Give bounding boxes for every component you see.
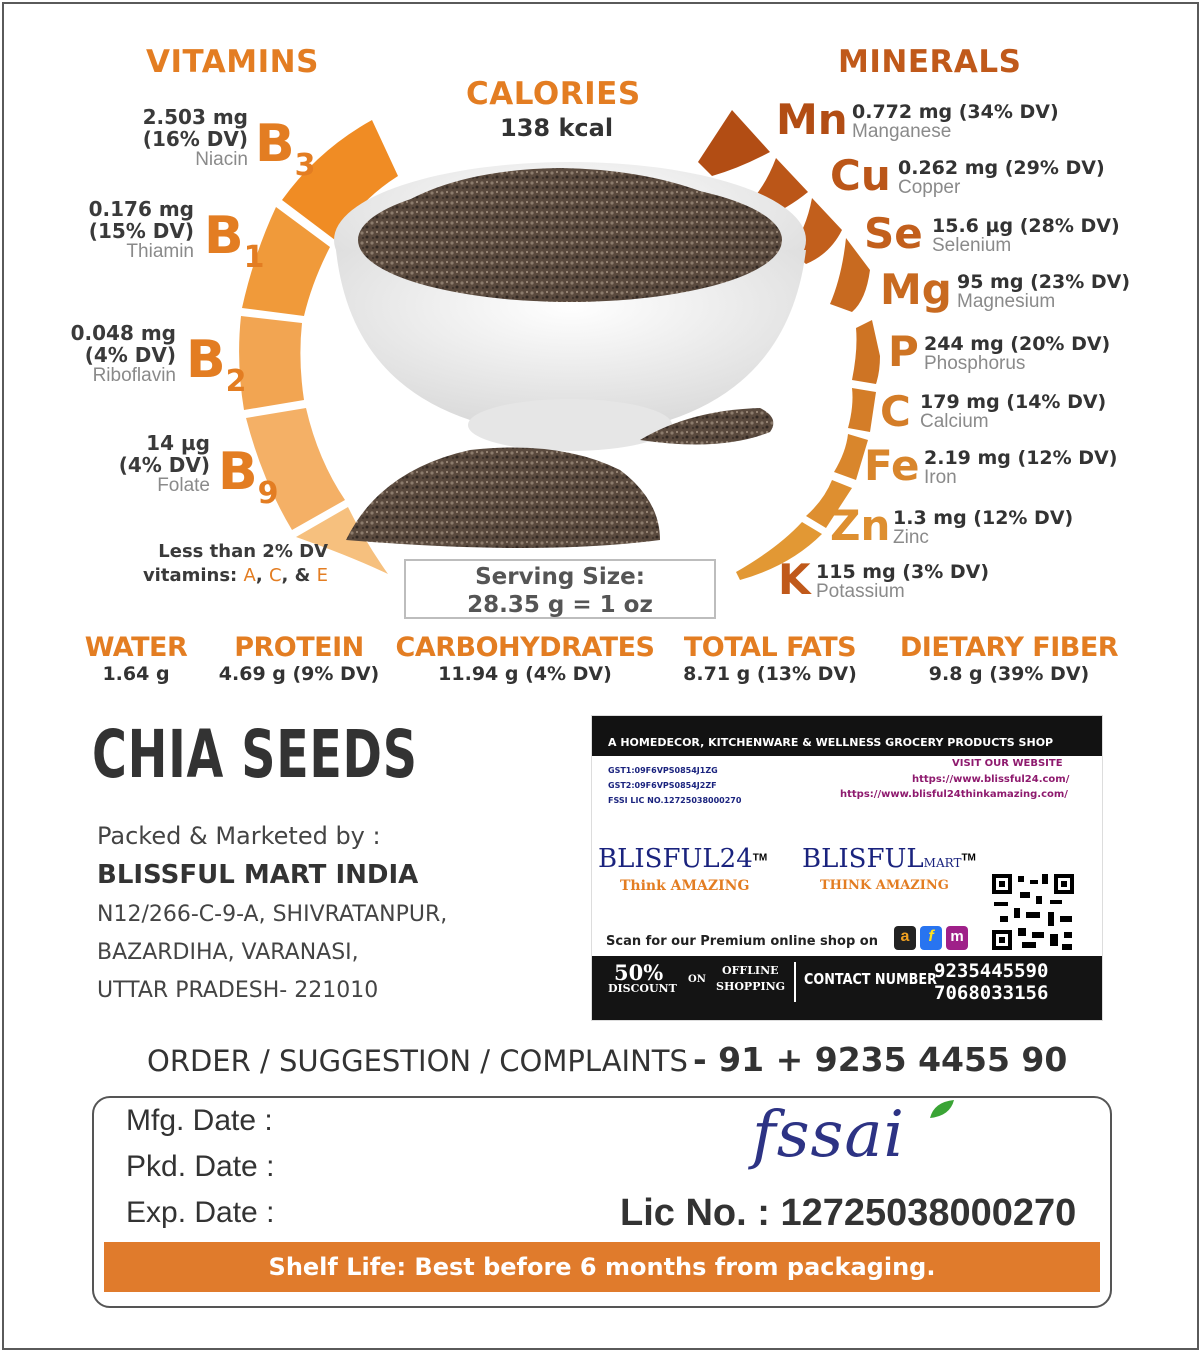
vitamin-name: Niacin [195,149,248,170]
contact-label: CONTACT NUMBER [804,970,937,988]
mineral-value: 1.3 mg (12% DV) [893,507,1074,529]
mineral-symbol-mg: Mg [880,265,952,314]
mineral-name: Iron [924,467,957,488]
mineral-symbol-se: Se [864,209,923,258]
mineral-c [920,392,1106,432]
chia-bowl-image [334,162,806,548]
arc-segment-p [852,320,880,384]
vitamin-b3 [100,106,248,169]
mineral-zn [893,508,1073,548]
offline-text: OFFLINE [722,964,779,977]
address-line1: N12/266-C-9-A, SHIVRATANPUR, [97,902,448,927]
vitamin-symbol-b2: $B_2$ [186,330,247,399]
discount-word: DISCOUNT [608,982,677,995]
vitamin-symbol-b3: $B_3$ [255,114,316,183]
brand-suffix: MART [923,856,962,870]
mineral-k [816,562,989,602]
mineral-name: Magnesium [957,291,1056,312]
vitamin-symbol-b1: $B_1$ [204,206,265,275]
address-line2: BAZARDIHA, VARANASI, [97,940,359,965]
shopping-text: SHOPPING [716,980,786,993]
vitamin-a: A [243,565,256,586]
vitamin-name: Folate [157,475,210,496]
vitamin-name: Thiamin [126,241,194,262]
note-sep: , & [281,565,317,586]
note-prefix: vitamins: [142,565,244,586]
mineral-symbol-mn: Mn [776,95,848,144]
order-label: ORDER / SUGGESTION / COMPLAINTS [147,1044,688,1078]
vitamin-c: C [268,565,282,586]
brand-name: BLISFUL24 [598,844,753,874]
macro-value: 11.94 g (4% DV) [438,663,612,685]
vitamin-amount: 0.176 mg [88,197,194,221]
website-link-2[interactable]: https://www.blisful24thinkamazing.com/ [840,789,1068,800]
mineral-symbol-cu: Cu [830,151,891,200]
arc-segment-fe [834,434,868,480]
macro-label: WATER [84,632,188,663]
card-banner-text: A HOMEDECOR, KITCHENWARE & WELLNESS GROCERY PRODUCTS SHOP [608,736,1054,749]
order-number: - 91 + 9235 4455 90 [693,1040,1068,1079]
vitamin-dv: (4% DV) [84,343,176,367]
mineral-value: 115 mg (3% DV) [816,561,990,583]
mineral-p [924,334,1110,374]
tm-mark: TM [752,852,768,864]
contact-phone-1: 9235445590 [934,960,1049,982]
macro-label: DIETARY FIBER [899,632,1119,663]
mineral-name: Calcium [920,411,989,432]
mfg-date-label: Mfg. Date : [126,1104,273,1137]
vitamins-heading: VITAMINS [146,44,319,80]
macro-water [76,632,196,685]
brand-tagline: Think AMAZING [620,878,750,894]
discount-pct: 50% [614,960,664,985]
macro-value: 8.71 g (13% DV) [683,663,857,685]
mineral-mn [852,102,1059,142]
serving-line2: 28.35 g = 1 oz [467,592,653,618]
mineral-name: Selenium [932,235,1012,256]
vitamin-name: Riboflavin [92,365,176,386]
macro-value: 4.69 g (9% DV) [218,663,380,685]
brand-logo-blisful24 [598,844,767,874]
vitamin-e: E [316,565,328,586]
gst1: GST1:09F6VPS0854J1ZG [608,766,718,775]
vitamin-amount: 14 µg [146,431,210,455]
macro-dietary-fiber [884,632,1134,685]
mineral-name: Potassium [816,581,905,602]
product-title: CHIA SEEDS [92,716,418,793]
shelf-life-text: Shelf Life: Best before 6 months from packaging. [268,1253,936,1281]
on-text: ON [688,974,706,985]
mineral-value: 0.772 mg (34% DV) [852,101,1059,123]
mineral-fe [924,448,1117,488]
order-line [147,1040,1067,1079]
gst2: GST2:09F6VPS0854J2ZF [608,781,717,790]
arc-segment-b2 [239,316,304,410]
mineral-value: 179 mg (14% DV) [920,391,1107,413]
business-card [592,716,1102,1020]
arc-segment-mn [698,110,770,176]
macro-carbohydrates [394,632,656,685]
macro-value: 1.64 g [102,663,170,685]
macro-total-fats [670,632,870,685]
mineral-se [932,216,1120,256]
mineral-name: Zinc [893,527,929,548]
packed-by: Packed & Marketed by : [97,822,381,850]
scan-text: Scan for our Premium online shop on [606,934,878,949]
vitamin-dv: (4% DV) [118,453,210,477]
arc-segment-ca [848,388,876,432]
mineral-symbol-k: K [778,555,811,604]
tm-mark: TM [961,852,976,864]
mineral-value: 15.6 µg (28% DV) [932,215,1120,237]
mineral-name: Manganese [852,121,952,142]
pkd-date-label: Pkd. Date : [126,1150,275,1183]
minerals-heading: MINERALS [838,44,1022,80]
note-line: Less than 2% DV [158,541,328,562]
mineral-symbol-fe: Fe [864,441,920,490]
macro-protein [214,632,384,685]
fssai-license-number: Lic No. : 12725038000270 [620,1192,1077,1234]
mineral-name: Phosphorus [924,353,1026,374]
mineral-value: 0.262 mg (29% DV) [898,157,1105,179]
fssai-logo: fssai [752,1098,905,1172]
mineral-value: 95 mg (23% DV) [957,271,1131,293]
vitamin-amount: 0.048 mg [70,321,176,345]
visit-website: VISIT OUR WEBSITE [952,758,1063,769]
vitamin-dv: (16% DV) [142,127,248,151]
vitamin-symbol-b9: $B_9$ [218,442,279,511]
vitamin-amount: 2.503 mg [142,105,248,129]
calories-heading: CALORIES [466,76,641,112]
note-line [100,564,328,588]
flipkart-icon[interactable]: f [920,926,942,950]
address-line3: UTTAR PRADESH- 221010 [97,978,379,1003]
fssi-lic: FSSI LIC NO.12725038000270 [608,796,742,805]
company-name: BLISSFUL MART INDIA [97,860,419,890]
calories-value: 138 kcal [500,114,614,142]
exp-date-label: Exp. Date : [126,1196,275,1229]
mineral-value: 2.19 mg (12% DV) [924,447,1118,469]
serving-size-box [404,559,716,619]
mineral-value: 244 mg (20% DV) [924,333,1111,355]
footer-divider [794,962,796,1002]
brand-logo-blisful-mart [802,844,976,874]
mineral-symbol-p: P [888,327,919,376]
fssai-leaf-icon [928,1098,956,1120]
mineral-cu [898,158,1105,198]
macro-label: TOTAL FATS [683,632,857,663]
trace-vitamins-note [100,540,328,588]
vitamin-dv: (15% DV) [88,219,194,243]
mineral-name: Copper [898,177,961,198]
serving-line1: Serving Size: [475,564,645,590]
vitamin-b9 [70,432,210,495]
macro-value: 9.8 g (39% DV) [928,663,1090,685]
macro-label: PROTEIN [234,632,364,663]
amazon-icon[interactable]: a [894,926,916,950]
mineral-symbol-zn: Zn [830,501,891,550]
mineral-symbol-c: C [880,387,911,436]
macro-label: CARBOHYDRATES [395,632,655,663]
brand-name: BLISFUL [802,844,924,874]
qr-code-icon[interactable] [990,872,1076,952]
mineral-mg [957,272,1130,312]
vitamin-b1 [60,198,194,261]
brand-tagline-2: THINK AMAZING [820,878,949,893]
note-sep: , [255,565,269,586]
vitamin-b2 [40,322,176,385]
website-link-1[interactable]: https://www.blissful24.com/ [912,774,1070,785]
contact-phone-2: 7068033156 [934,982,1049,1004]
meesho-icon[interactable]: m [946,926,968,950]
